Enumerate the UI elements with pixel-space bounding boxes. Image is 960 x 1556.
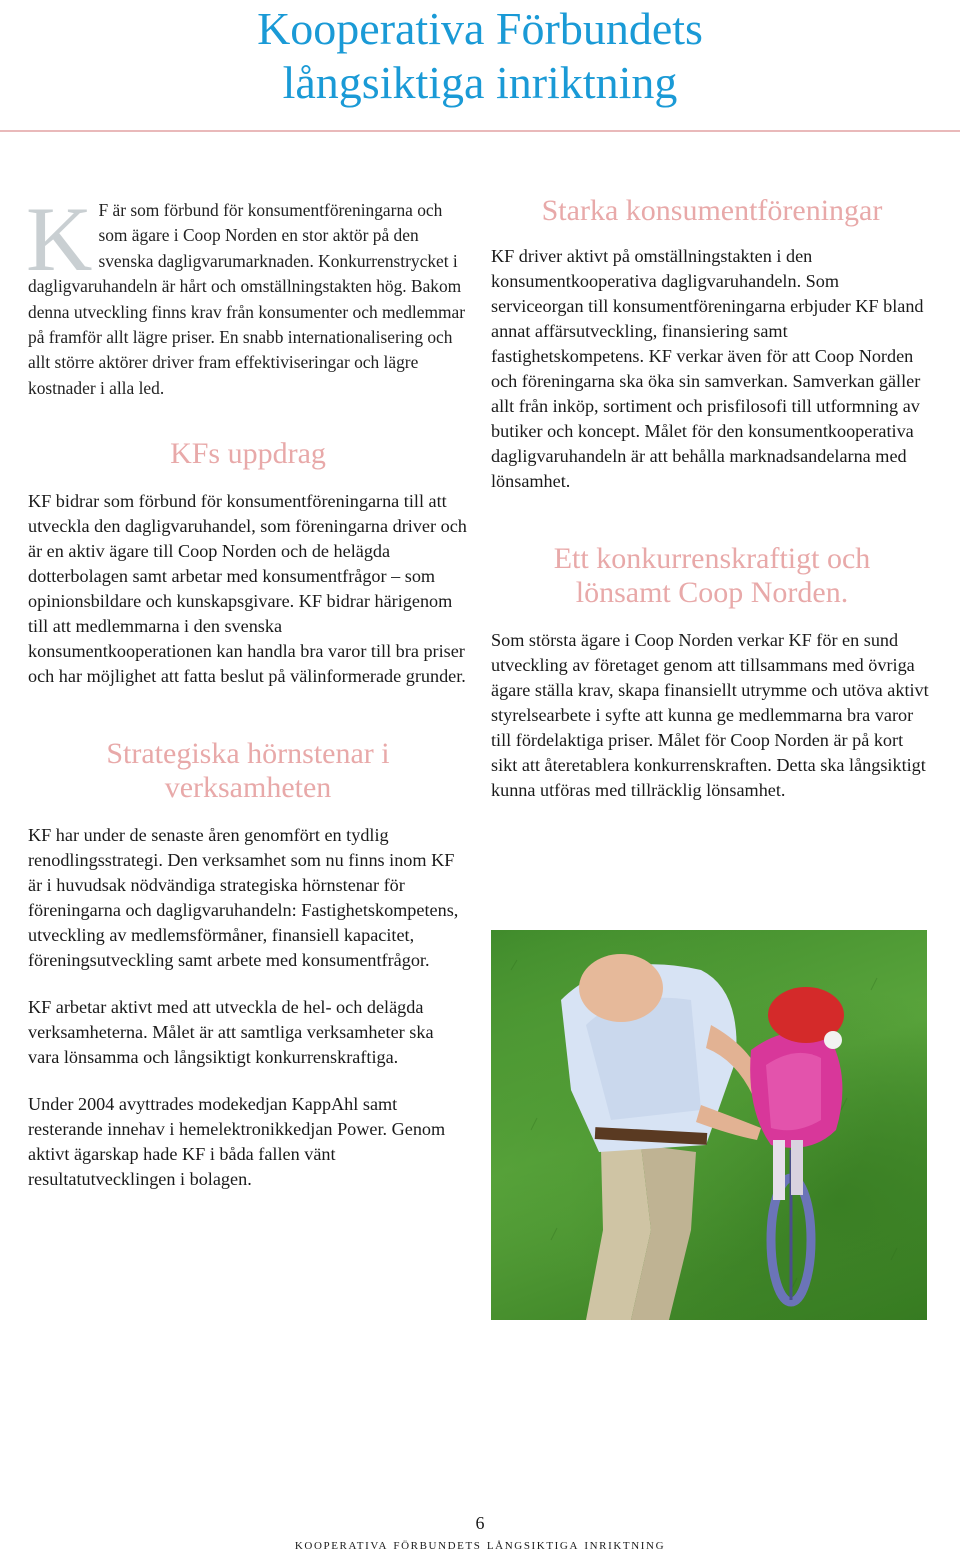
page-title: [0, 2, 960, 110]
title-divider: [0, 130, 960, 132]
page-number: 6: [475, 1513, 485, 1533]
kfs-uppdrag-paragraph: KF bidrar som förbund för konsumentföreningarna till att utveckla den dagligvaruhandel, som föreningarna driver och är en aktiv ägare till Coop Norden och de helägda dotterbolagen samt arbetar med konsumentfrågor – som opinionsbildare och kunskapsgivare. KF bidrar härigenom till att medlemmarna i den svenska konsumentkooperationen kan handla bra varor till bra priser och har möjlighet att fatta beslut på välinformerade grunder.: [28, 491, 467, 687]
drop-cap: K: [26, 188, 93, 290]
photo-child-bicycle: [491, 930, 927, 1320]
right-column: [491, 194, 933, 803]
page-title-line2: långsiktiga inriktning: [282, 57, 678, 108]
heading-ett-konkurrenskraftigt: [491, 542, 933, 610]
running-footer-title: kooperativa förbundets långsiktiga inriktning: [294, 1537, 666, 1553]
intro-text: F är som förbund för konsumentföreningarna och som ägare i Coop Norden en stor aktör på den svenska dagligvarumarknaden. Konkurrenstrycket i dagligvaruhandeln är hårt och omställningstakten hög. Bakom denna utveckling finns krav från konsumenter och medlemmar på framför allt lägre priser. En snabb internationalisering och allt större aktörer driver fram effektiviseringar och lägre kostnader i alla led.: [28, 200, 466, 398]
strategiska-paragraph-1: KF har under de senaste åren genomfört en tydlig renodlingsstrategi. Den verksamhet som nu finns inom KF är i huvudsak nödvändiga strategiska hörnstenar för föreningarna och dagligvaruhandeln: Fastighetskompetens, utveckling av medlemsförmåner, finansiell kapacitet, föreningsutveckling samt arbete med konsumentfrågor.: [28, 825, 459, 971]
strategiska-paragraph-2: KF arbetar aktivt med att utveckla de hel- och delägda verksamheterna. Målet är att samtliga verksamheter ska vara lönsamma och långsiktigt konkurrenskraftiga.: [28, 997, 434, 1068]
page-title-line1: Kooperativa Förbundets: [257, 3, 703, 54]
strategiska-paragraph-3: Under 2004 avyttrades modekedjan KappAhl samt resterande innehav i hemelektronikkedjan Power. Genom aktivt ägarskap hade KF i båda fallen vänt resultatutvecklingen i bolagen.: [28, 1094, 446, 1190]
photo-illustration: [491, 930, 927, 1320]
ett-paragraph: Som största ägare i Coop Norden verkar KF för en sund utveckling av företaget genom att tillsammans med övriga ägare ställa krav, skapa finansiellt utrymme och utöva aktivt styrelsearbete i syfte att kunna ge medlemmarna bra varor till fördelaktiga priser. Målet för Coop Norden är på kort sikt att återetablera konkurrenskraften. Detta ska långsiktigt kunna utföras med tillräcklig lönsamhet.: [491, 630, 929, 800]
heading-ett-line1: Ett konkurrenskraftigt och: [553, 542, 871, 575]
heading-ett-line2: lönsamt Coop Norden.: [575, 576, 849, 609]
heading-strategiska-line2: verksamheten: [164, 771, 332, 805]
heading-strategiska-line1: Strategiska hörnstenar i: [106, 737, 390, 771]
heading-strategiska-hornstenar: [28, 737, 468, 805]
heading-kfs-uppdrag: KFs uppdrag: [170, 437, 326, 471]
starka-paragraph: KF driver aktivt på omställningstakten i den konsumentkooperativa dagligvaruhandeln. Som serviceorgan till konsumentföreningarna erbjuder KF bland annat affärsutveckling, finansiering samt fastighetskompetens. KF verkar även för att Coop Norden och föreningarna ska öka sin samverkan. Samverkan gäller allt från inköp, sortiment och prisfilosofi till utformning av butiker och koncept. Målet för den konsumentkooperativa dagligvaruhandeln är att behålla marknadsandelarna med lönsamhet.: [491, 246, 924, 491]
heading-starka-konsumentforeningar: Starka konsumentföreningar: [541, 194, 883, 227]
left-column: [26, 188, 468, 1192]
intro-paragraph: [26, 188, 468, 401]
